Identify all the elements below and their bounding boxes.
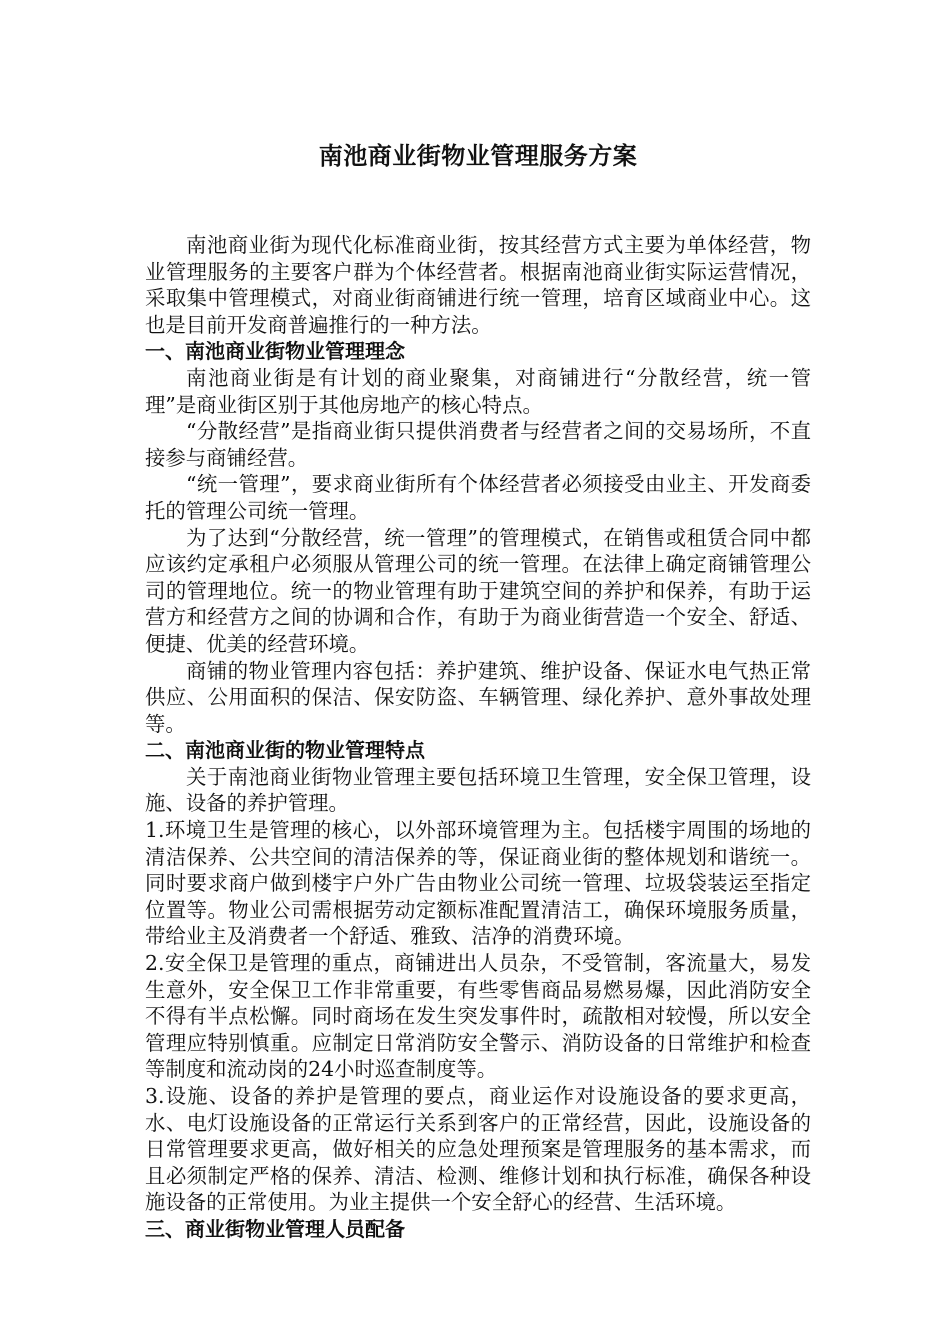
paragraph: 关于南池商业街物业管理主要包括环境卫生管理，安全保卫管理，设施、设备的养护管理。: [145, 764, 811, 816]
list-item: 1.环境卫生是管理的核心，以外部环境管理为主。包括楼宇周围的场地的清洁保养、公共空间的清洁保养的等，保证商业街的整体规划和谐统一。同时要求商户做到楼宇户外广告由物业公司统一管理、垃圾袋装运至指定位置等。物业公司需根据劳动定额标准配置清洁工，确保环境服务质量，带给业主及消费者一个舒适、雅致、洁净的消费环境。: [145, 818, 811, 949]
paragraph: 商铺的物业管理内容包括：养护建筑、维护设备、保证水电气热正常供应、公用面积的保洁、保安防盗、车辆管理、绿化养护、意外事故处理等。: [145, 658, 811, 736]
paragraph: 为了达到“分散经营，统一管理”的管理模式，在销售或租赁合同中都应该约定承租户必须服从管理公司的统一管理。在法律上确定商铺管理公司的管理地位。统一的物业管理有助于建筑空间的养护和保养，有助于运营方和经营方之间的协调和合作，有助于为商业街营造一个安全、舒适、便捷、优美的经营环境。: [145, 525, 811, 656]
document-page: [145, 118, 811, 1243]
list-item: 2.安全保卫是管理的重点，商铺进出人员杂，不受管制，客流量大，易发生意外，安全保卫工作非常重要，有些零售商品易燃易爆，因此消防安全不得有半点松懈。同时商场在发生突发事件时，疏散相对较慢，所以安全管理应特别慎重。应制定日常消防安全警示、消防设备的日常维护和检查等制度和流动岗的24小时巡查制度等。: [145, 951, 811, 1082]
intro-paragraph: 南池商业街为现代化标准商业街，按其经营方式主要为单体经营，物业管理服务的主要客户群为个体经营者。根据南池商业街实际运营情况，采取集中管理模式，对商业街商铺进行统一管理，培育区域商业中心。这也是目前开发商普遍推行的一种方法。: [145, 233, 811, 337]
paragraph: “统一管理”，要求商业街所有个体经营者必须接受由业主、开发商委托的管理公司统一管理。: [145, 472, 811, 523]
paragraph: “分散经营”是指商业街只提供消费者与经营者之间的交易场所，不直接参与商铺经营。: [145, 419, 811, 470]
paragraph: 南池商业街是有计划的商业聚集，对商铺进行“分散经营，统一管理”是商业街区别于其他房地产的核心特点。: [145, 365, 811, 417]
section-heading-staffing: 三、商业街物业管理人员配备: [145, 1216, 405, 1241]
list-item: 3.设施、设备的养护是管理的要点，商业运作对设施设备的要求更高，水、电灯设施设备的正常运行关系到客户的正常经营，因此，设施设备的日常管理要求更高，做好相关的应急处理预案是管理服务的基本需求，而且必须制定严格的保养、清洁、检测、维修计划和执行标准，确保各种设施设备的正常使用。为业主提供一个安全舒心的经营、生活环境。: [145, 1084, 811, 1215]
document-title: 南池商业街物业管理服务方案: [318, 141, 638, 170]
section-heading-philosophy: 一、南池商业街物业管理理念: [145, 339, 405, 364]
section-heading-features: 二、南池商业街的物业管理特点: [145, 738, 425, 763]
